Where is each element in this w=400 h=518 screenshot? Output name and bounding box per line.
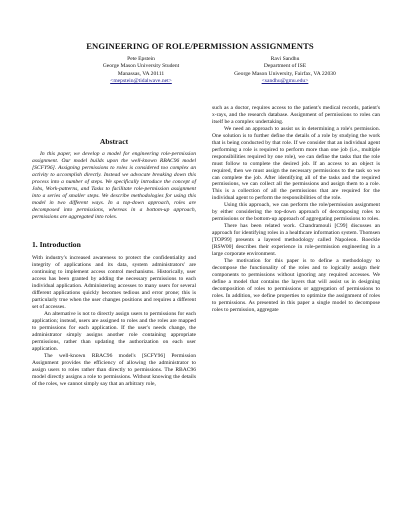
author-block-1: [76, 56, 206, 85]
body-paragraph: such as a doctor, requires access to the patient's medical records, patient's x-rays, and the research database. Assignment of permissions to roles can itself be a complex undertaking.: [212, 105, 380, 125]
body-paragraph: The motivation for this paper is to define a methodology to decompose the functionality of the roles and to logically assign their components to permissions without ignoring any required accesses. We define a model that contains the layers that will assist us in designing decomposition of roles to permissions or aggregation of permissions to roles. In addition, we define properties to optimize the assignment of roles to permissions. As presented in this paper a single model to decompose roles to permission, aggregate: [212, 257, 380, 313]
abstract-text: In this paper, we develop a model for engineering role-permission assignment. Our model builds upon the well-known RBAC96 model [SCFY96]. Assigning permissions to roles is considered too complex an activity to accomplish directly. Instead we advocate breaking down this process into a number of steps. We specifically introduce the concept of Jobs, Work-patterns, and Tasks to facilitate role-permission assignment into a series of smaller steps. We describe methodologies for using this model in two different ways. In a top-down approach, roles are decomposed into permissions, whereas in a bottom-up approach, permissions are aggregated into roles.: [32, 150, 196, 220]
author-name: Pete Epstein: [127, 56, 155, 62]
body-paragraph: The well-known RBAC96 model's [SCFY96] Permission Assignment provides the efficiency of allowing the administrator to assign users to roles rather than directly to permissions. The RBAC96 model directly assigns a role to permissions. Without knowing the details of the roles, we cannot simply say that an arbitrary role,: [32, 352, 196, 387]
author-affiliation: George Mason University Student: [102, 63, 180, 70]
section-heading: 1. Introduction: [32, 240, 81, 250]
body-paragraph: There has been related work. Chandramouli [C99] discusses an approach for identifying roles in a healthcare information system. Thomsen [TOP99] presents a layered methodology called Napoleon. Roeckle [RSW00] describes their experience in role-permission engineering in a large corporate environment.: [212, 223, 380, 258]
body-paragraph: An alternative is not to directly assign users to permissions for each application; instead, users are assigned to roles and the roles are mapped to permissions for each application. If the user's needs change, the administrator simply assigns another role containing appropriate permissions, rather than updating the authorization on each user application.: [32, 311, 196, 352]
author-block-2: [190, 56, 380, 85]
author-location: Manassas, VA 20111: [117, 70, 165, 77]
left-column: [32, 105, 196, 388]
abstract-heading: Abstract: [99, 137, 129, 146]
body-paragraph: We need an approach to assist us in determining a role's permission. One solution is to further define the details of a role by studying the work that is being conducted by that role. If we consider that an individual agent performing a role is required to perform more than one job (i.e., multiple responsibilities required by one role), we can define the tasks that the role must follow to complete the desired job. If an access to an object is required, then we must assign the necessary permissions to the task so we can complete the job. After identifying all of the tasks and the required permissions, we can collect all the permissions and assign them to a role. This is a collection of all the permissions that are required for the individual agent to perform the responsibilities of the role.: [212, 125, 380, 202]
paper-title: ENGINEERING OF ROLE/PERMISSION ASSIGNMENTS: [86, 41, 314, 51]
author-name: Ravi Sandhu: [270, 56, 300, 62]
author-email-link[interactable]: <sandhu@gmu.edu>: [261, 77, 309, 84]
body-paragraph: Using this approach, we can perform the role/permission assignment by either considering the top-down approach of decomposing roles to permissions or the bottom-up approach of aggregating permissions to roles.: [212, 202, 380, 223]
body-paragraph: With industry's increased awareness to protect the confidentiality and integrity of applications and its data, system administrators' are continuing to implement access control mechanisms. Historically, user access has been granted by adding the necessary permissions to each individual application. Administering accesses to many users for several different applications quickly becomes tedious and error prone; this is particularly true when the user changes positions and requires a different set of accesses.: [32, 255, 196, 311]
author-affiliation: Department of ISE: [263, 63, 307, 70]
author-email-link[interactable]: <mepstein@tidalwave.net>: [110, 77, 172, 84]
right-column: [212, 105, 380, 314]
author-location: George Mason University, Fairfax, VA 22030: [234, 70, 336, 77]
